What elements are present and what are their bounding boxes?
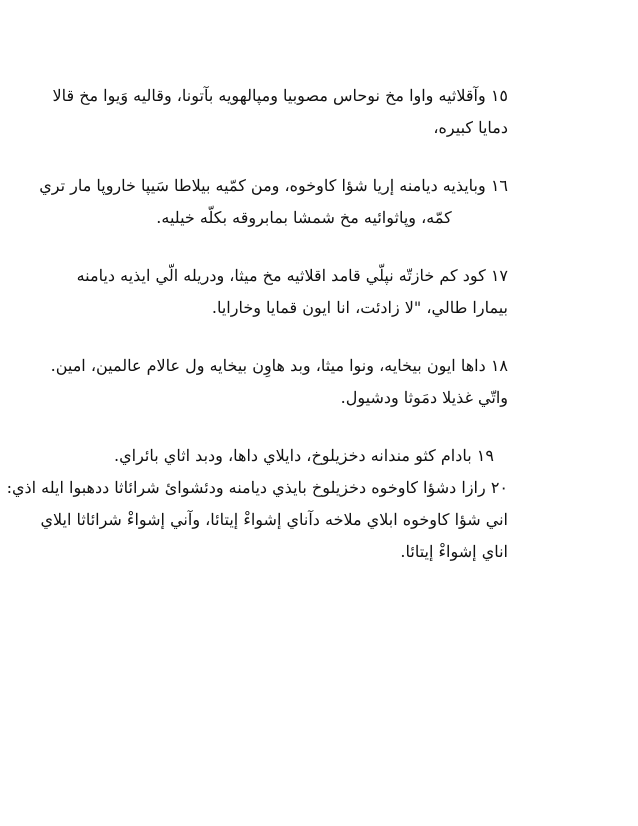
text-line: كمّه، وپاثوائيه مخ شمشا بمابروقه بكلّه خيليه. <box>156 208 452 227</box>
verse-19-20 <box>6 440 508 568</box>
verse-15 <box>52 80 508 144</box>
text-line: ١٧ كود كم خازتّه نپلّي قامد اقلاثيه مخ ميثا، ودريله الّي ايذيه ديامنه <box>76 266 508 285</box>
text-line: اني شؤا كاوخوه ابلاي ملاخه دآناي إشواءْ إيتائا، وآني إشواءْ شرائاثا ايلاي <box>40 510 508 529</box>
text-line: بيمارا طالي، "لا زادئت، انا ايون قمايا وخارايا. <box>211 298 508 317</box>
text-line: اناي إشواءْ إيتائا. <box>400 542 508 561</box>
verse-16 <box>39 170 508 234</box>
scripture-text <box>6 80 508 594</box>
text-line: واتّي غذيلا دمَوثا ودشيول. <box>340 388 508 407</box>
verse-18 <box>50 350 508 414</box>
text-line: ١٩ بادام كثو مندانه دخزيلوخ، دايلاي داها، ودبد اثاي بائراي. <box>114 446 494 465</box>
text-line: ١٦ وبايذيه ديامنه إريا شؤا كاوخوه، ومن كمّيه بيلاطا سَيپا خاروپا مار تري <box>39 176 508 195</box>
text-line: ١٨ داها ايون بيخايه، ونوا ميثا، وبد هاوِن بيخايه ول عالام عالمين، امين. <box>50 356 508 375</box>
verse-17 <box>76 260 508 324</box>
text-line: دمايا كبيره، <box>433 118 508 137</box>
text-line: ١٥ وآقلاثيه واوا مخ نوحاس مصوبيا ومپالهويه بآتونا، وقاليه وَيوا مخ قالا <box>52 86 508 105</box>
text-line: ٢٠ رازا دشؤا كاوخوه دخزيلوخ بايذي ديامنه ودئشوائ شرائاثا ددهبوا ايله اذي: <box>6 478 508 497</box>
